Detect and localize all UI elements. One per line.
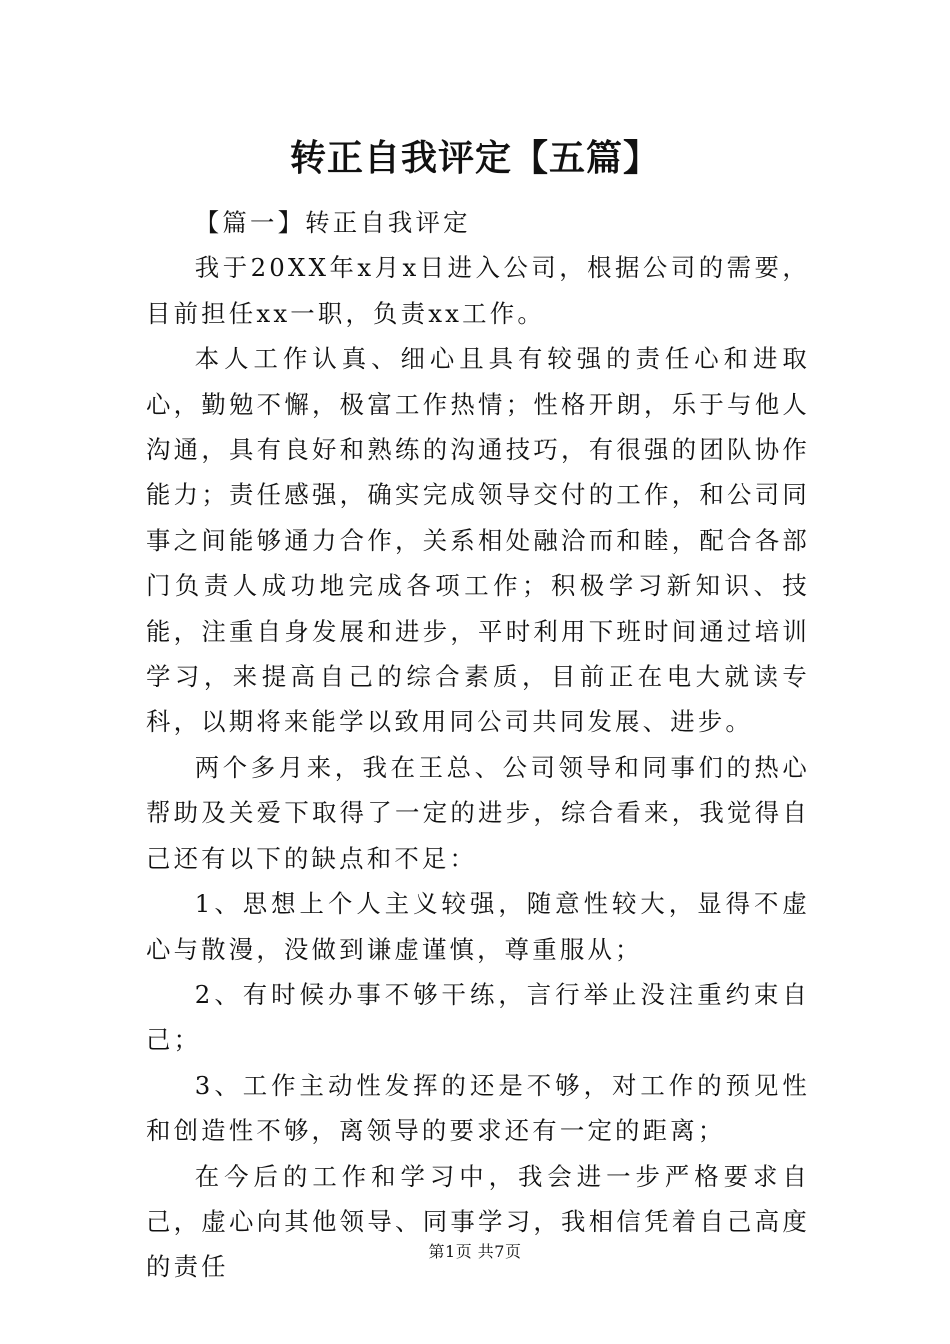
page-footer: 第1页 共7页 [428, 1242, 522, 1261]
list-item: 2、有时候办事不够干练，言行举止没注重约束自己； [146, 979, 810, 1055]
document-title: 转正自我评定【五篇】 [289, 137, 660, 179]
list-item: 1、思想上个人主义较强，随意性较大，显得不虚心与散漫，没做到谦虚谨慎，尊重服从； [146, 889, 810, 964]
paragraph: 本人工作认真、细心且具有较强的责任心和进取心，勤勉不懈，极富工作热情；性格开朗，乐于与他人沟通，具有良好和熟练的沟通技巧，有很强的团队协作能力；责任感强，确实完成领导交付的工作，和公司同事之间能够通力合作，关系相处融洽而和睦，配合各部门负责人成功地完成各项工作；积极学习新知识、技能，注重自身发展和进步，平时利用下班时间通过培训学习，来提高自己的综合素质，目前正在电大就读专科，以期将来能学以致用同公司共同发展、进步。 [146, 344, 810, 737]
paragraph: 两个多月来，我在王总、公司领导和同事们的热心帮助及关爱下取得了一定的进步，综合看来，我觉得自己还有以下的缺点和不足： [146, 752, 810, 873]
document-body [146, 200, 810, 1290]
paragraph: 我于20XX年x月x日进入公司，根据公司的需要，目前担任xx一职，负责xx工作。 [146, 253, 810, 328]
section-heading: 【篇一】转正自我评定 [194, 208, 471, 237]
list-item: 3、工作主动性发挥的还是不够，对工作的预见性和创造性不够，离领导的要求还有一定的距离； [146, 1070, 810, 1146]
paragraph: 在今后的工作和学习中，我会进一步严格要求自己，虚心向其他领导、同事学习，我相信凭着自己高度的责任 [146, 1161, 810, 1282]
